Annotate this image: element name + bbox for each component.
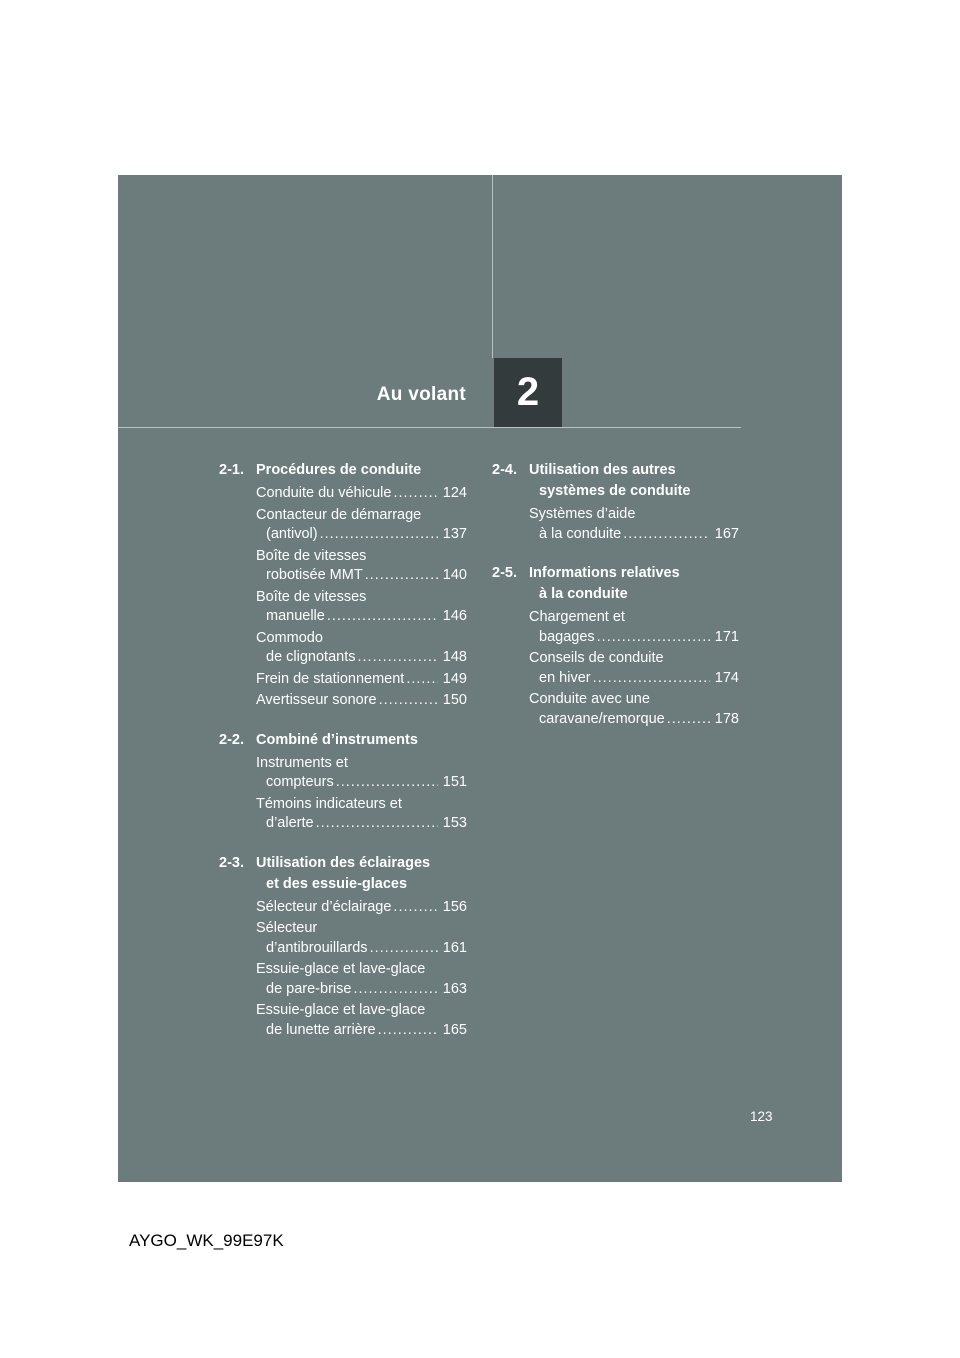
section-title	[256, 730, 467, 751]
chapter-title: Au volant	[376, 384, 466, 405]
entry-title-line: caravane/remorque	[539, 710, 665, 727]
dot-leader	[378, 1021, 438, 1041]
toc-right-column	[492, 460, 739, 748]
entry-row	[529, 710, 739, 730]
dot-leader	[393, 484, 437, 504]
section-heading	[492, 460, 739, 502]
section-title-line: et des essuie-glaces	[266, 875, 408, 892]
toc-entry[interactable]	[256, 484, 467, 504]
entry-row	[256, 648, 467, 668]
entry-row	[256, 607, 467, 627]
entry-page-number: 149	[442, 670, 467, 687]
entry-title-line: en hiver	[539, 669, 591, 686]
entry-title-line: Conduite du véhicule	[256, 485, 392, 501]
toc-entry[interactable]	[529, 505, 739, 544]
dot-leader	[623, 525, 710, 545]
section-title	[529, 563, 739, 605]
entry-page-number: 165	[442, 1021, 467, 1038]
toc-entry[interactable]	[256, 960, 467, 999]
toc-section	[219, 460, 467, 711]
dot-leader	[667, 710, 710, 730]
toc-entry[interactable]	[256, 795, 467, 834]
dot-leader	[327, 607, 438, 627]
entry-title-line: Commodo	[256, 629, 323, 646]
toc-entry[interactable]	[256, 754, 467, 793]
entry-page-number: 167	[714, 525, 739, 542]
section-title-line: Informations relatives	[529, 565, 680, 581]
entry-row	[256, 939, 467, 959]
entry-row	[256, 1021, 467, 1041]
toc-entry[interactable]	[256, 691, 467, 711]
entry-row	[256, 898, 467, 918]
horizontal-divider	[118, 427, 741, 428]
entry-title-line: Sélecteur	[256, 920, 318, 936]
entry-page-number: 146	[442, 608, 467, 624]
entry-page-number: 153	[442, 815, 467, 831]
dot-leader	[370, 939, 438, 959]
section-title-line: Procédures de conduite	[256, 462, 422, 478]
section-heading	[219, 460, 467, 481]
section-number: 2-5.	[492, 565, 517, 581]
toc-entry[interactable]	[256, 547, 467, 586]
entry-row	[256, 814, 467, 834]
entry-title-line: Systèmes d’aide	[529, 506, 636, 522]
entry-row	[256, 566, 467, 586]
section-title-line: Utilisation des éclairages	[256, 854, 431, 871]
entry-title-line: Boîte de vitesses	[256, 547, 367, 564]
entry-title-line: (antivol)	[266, 526, 318, 542]
entry-page-number: 174	[714, 669, 739, 686]
toc-entry[interactable]	[256, 919, 467, 958]
toc-left-column	[219, 460, 467, 1059]
entry-title-line: bagages	[539, 628, 595, 645]
section-number: 2-1.	[219, 462, 244, 478]
toc-entry[interactable]	[256, 506, 467, 545]
section-number: 2-3.	[219, 854, 244, 871]
entry-page-number: 124	[442, 485, 467, 501]
toc-entry[interactable]	[256, 588, 467, 627]
entry-page-number: 140	[442, 567, 467, 583]
dot-leader	[365, 566, 438, 586]
dot-leader	[336, 773, 438, 793]
dot-leader	[353, 980, 437, 1000]
section-heading	[492, 563, 739, 605]
dot-leader	[316, 814, 438, 834]
toc-entry[interactable]	[529, 649, 739, 688]
section-title	[256, 460, 467, 481]
toc-entry[interactable]	[529, 608, 739, 647]
section-title-line: Utilisation des autres	[529, 462, 676, 478]
section-title-line: systèmes de conduite	[539, 483, 691, 499]
toc-section	[219, 730, 467, 834]
section-items	[219, 484, 467, 711]
entry-title-line: Conduite avec une	[529, 691, 650, 707]
entry-title-line: Conseils de conduite	[529, 650, 664, 666]
toc-entry[interactable]	[256, 1001, 467, 1040]
entry-row	[256, 691, 467, 711]
entry-title-line: compteurs	[266, 774, 334, 790]
entry-row	[256, 670, 467, 690]
dot-leader	[379, 691, 438, 711]
entry-page-number: 137	[442, 526, 467, 542]
entry-row	[256, 980, 467, 1000]
entry-row	[256, 525, 467, 545]
entry-page-number: 156	[442, 898, 467, 915]
entry-row	[529, 628, 739, 648]
document-code: AYGO_WK_99E97K	[129, 1231, 284, 1250]
toc-entry[interactable]	[529, 690, 739, 729]
entry-row	[529, 669, 739, 689]
entry-row	[256, 484, 467, 504]
dot-leader	[597, 628, 710, 648]
entry-title-line: de clignotants	[266, 649, 356, 665]
entry-title-line: Témoins indicateurs et	[256, 795, 402, 812]
section-title-line: à la conduite	[539, 586, 628, 602]
entry-title-line: Sélecteur d’éclairage	[256, 898, 392, 915]
entry-title-line: Essuie-glace et lave-glace	[256, 1002, 426, 1018]
section-items	[219, 754, 467, 834]
dot-leader	[393, 898, 437, 918]
toc-section	[492, 460, 739, 544]
entry-title-line: Instruments et	[256, 754, 348, 771]
section-title	[529, 460, 739, 502]
entry-title-line: Frein de stationnement	[256, 670, 405, 687]
entry-page-number: 163	[442, 980, 467, 997]
entry-page-number: 150	[442, 692, 467, 708]
entry-row	[256, 773, 467, 793]
entry-title-line: Chargement et	[529, 609, 625, 625]
entry-title-line: Contacteur de démarrage	[256, 506, 422, 523]
section-items	[492, 608, 739, 729]
section-number: 2-2.	[219, 731, 244, 748]
dot-leader	[406, 670, 437, 690]
vertical-divider	[492, 175, 493, 358]
section-title	[256, 853, 467, 895]
toc-entry[interactable]	[256, 629, 467, 668]
entry-title-line: à la conduite	[539, 525, 622, 542]
toc-entry[interactable]	[256, 670, 467, 690]
entry-title-line: d’alerte	[266, 815, 314, 831]
entry-title-line: Boîte de vitesses	[256, 588, 367, 605]
section-number: 2-4.	[492, 462, 517, 478]
entry-title-line: manuelle	[266, 608, 325, 624]
dot-leader	[593, 669, 710, 689]
entry-title-line: de lunette arrière	[266, 1021, 376, 1038]
entry-page-number: 161	[442, 939, 467, 956]
chapter-number-tab: 2	[494, 358, 562, 427]
entry-page-number: 171	[714, 628, 739, 645]
toc-entry[interactable]	[256, 898, 467, 918]
dot-leader	[357, 648, 437, 668]
entry-page-number: 178	[714, 710, 739, 727]
entry-title-line: robotisée MMT	[266, 567, 363, 583]
section-heading	[219, 730, 467, 751]
section-items	[492, 505, 739, 544]
entry-title-line: de pare-brise	[266, 980, 352, 997]
entry-row	[529, 525, 739, 545]
entry-page-number: 151	[442, 774, 467, 790]
toc-section	[219, 853, 467, 1041]
toc-section	[492, 563, 739, 729]
entry-title-line: Essuie-glace et lave-glace	[256, 961, 426, 977]
entry-title-line: Avertisseur sonore	[256, 692, 377, 708]
page-number: 123	[750, 1109, 773, 1124]
section-heading	[219, 853, 467, 895]
section-items	[219, 898, 467, 1041]
section-title-line: Combiné d’instruments	[256, 731, 418, 748]
entry-title-line: d’antibrouillards	[266, 939, 368, 956]
dot-leader	[320, 525, 438, 545]
entry-page-number: 148	[442, 649, 467, 665]
